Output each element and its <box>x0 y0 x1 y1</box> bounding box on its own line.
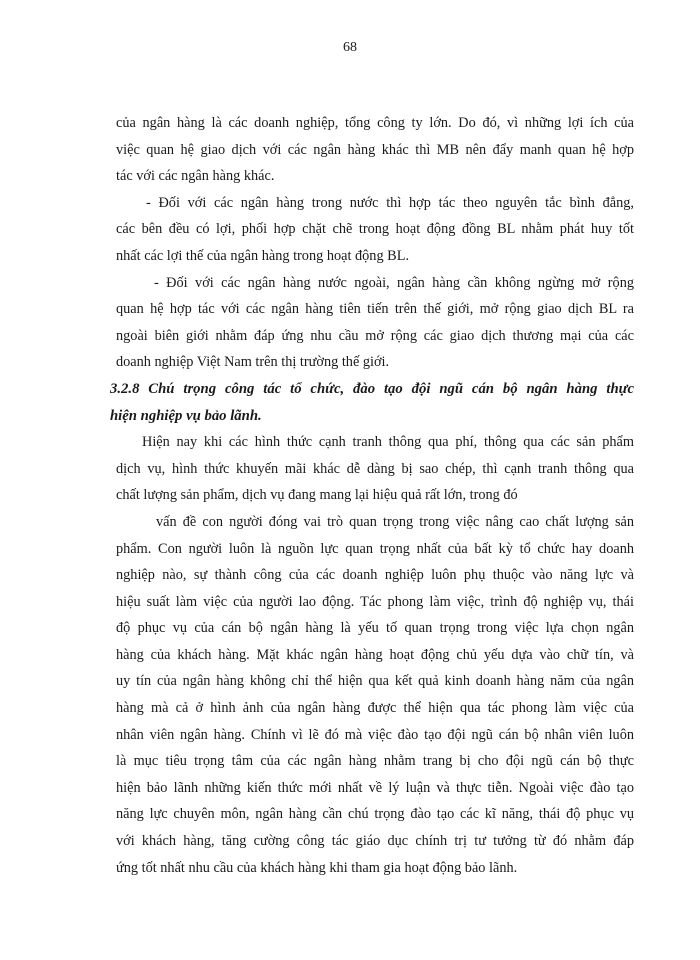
text-line: độ phục vụ của cán bộ ngân hàng là yếu tố quan trọng trong việc lựa chọn ngân <box>116 620 634 637</box>
text-line: - Đối với các ngân hàng nước ngoài, ngân hàng cần không ngừng mở rộng <box>154 274 634 291</box>
text-line: hàng mà cả ở hình ảnh của ngân hàng được thể hiện qua tác phong làm việc của <box>116 700 634 717</box>
text-line: ứng tốt nhất nhu cầu của khách hàng khi tham gia hoạt động bảo lãnh. <box>116 859 518 876</box>
paragraph-foreign-banks <box>116 270 634 376</box>
page-number: 68 <box>343 40 357 55</box>
text-line: việc quan hệ giao dịch với các ngân hàng khác thì MB nên đẩy manh quan hệ hợp <box>116 141 634 158</box>
paragraph-competition <box>116 429 634 509</box>
text-line: hiện bảo lãnh những kiến thức mới nhất về lý luận và thực tiễn. Ngoài việc đào tạo <box>116 779 634 796</box>
paragraph-human-resources <box>116 509 634 881</box>
text-line: năng lực chuyên môn, ngân hàng cần chú trọng đào tạo các kĩ năng, thái độ phục vụ <box>116 806 634 823</box>
text-line: doanh nghiệp Việt Nam trên thị trường thế giới. <box>116 354 390 371</box>
text-line: các bên đều có lợi, phối hợp chặt chẽ trong hoạt động đồng BL nhằm phát huy tốt <box>116 221 634 238</box>
text-line: quan hệ hợp tác với các ngân hàng tiên tiến trên thế giới, mở rộng giao dịch BL ra <box>116 301 634 318</box>
text-line: là mục tiêu trọng tâm của các ngân hàng nhằm trang bị cho đội ngũ cán bộ thực <box>116 753 634 770</box>
heading-line: hiện nghiệp vụ bảo lãnh. <box>110 407 262 424</box>
text-line: hàng của khách hàng. Mặt khác ngân hàng hoạt động chủ yếu dựa vào chữ tín, và <box>116 646 634 663</box>
text-line: hiệu suất làm việc của người lao động. Tác phong làm việc, trình độ nghiệp vụ, thái <box>116 593 634 610</box>
text-line: với khách hàng, tăng cường công tác giáo dục chính trị tư tưởng từ đó nhằm đáp <box>116 833 634 850</box>
text-line: chất lượng sản phẩm, dịch vụ đang mang lại hiệu quả rất lớn, trong đó <box>116 487 518 504</box>
text-line: nhân viên ngân hàng. Chính vì lẽ đó mà việc đào tạo đội ngũ cán bộ nhân viên luôn <box>116 726 634 743</box>
paragraph-continuation <box>116 110 634 190</box>
text-line: ngoài biên giới nhằm đáp ứng nhu cầu mở rộng các giao dịch thương mại của các <box>116 327 634 344</box>
document-body <box>110 110 634 881</box>
text-line: Hiện nay khi các hình thức cạnh tranh thông qua phí, thông qua các sản phẩm <box>142 434 634 451</box>
section-heading-3-2-8 <box>110 376 634 429</box>
text-line: vấn đề con người đóng vai trò quan trọng trong việc nâng cao chất lượng sản <box>156 513 634 530</box>
text-line: - Đối với các ngân hàng trong nước thì hợp tác theo nguyên tắc bình đẳng, <box>146 194 634 211</box>
text-line: nhất các lợi thế của ngân hàng trong hoạt động BL. <box>116 247 410 264</box>
text-line: của ngân hàng là các doanh nghiệp, tổng công ty lớn. Do đó, vì những lợi ích của <box>116 115 634 131</box>
text-line: phẩm. Con người luôn là nguồn lực quan trọng nhất của bất kỳ tổ chức hay doanh <box>116 540 634 557</box>
text-line: nghiệp nào, sự thành công của các doanh nghiệp luôn phụ thuộc vào năng lực và <box>116 567 634 584</box>
text-line: tác với các ngân hàng khác. <box>116 168 275 185</box>
paragraph-domestic-banks <box>116 190 634 270</box>
text-line: uy tín của ngân hàng không chỉ thể hiện qua kết quả kinh doanh hàng năm của ngân <box>116 673 634 690</box>
heading-line: 3.2.8 Chú trọng công tác tổ chức, đào tạo đội ngũ cán bộ ngân hàng thực <box>110 380 634 397</box>
text-line: dịch vụ, hình thức khuyến mãi khác dễ dàng bị sao chép, thì cạnh tranh thông qua <box>116 460 634 477</box>
